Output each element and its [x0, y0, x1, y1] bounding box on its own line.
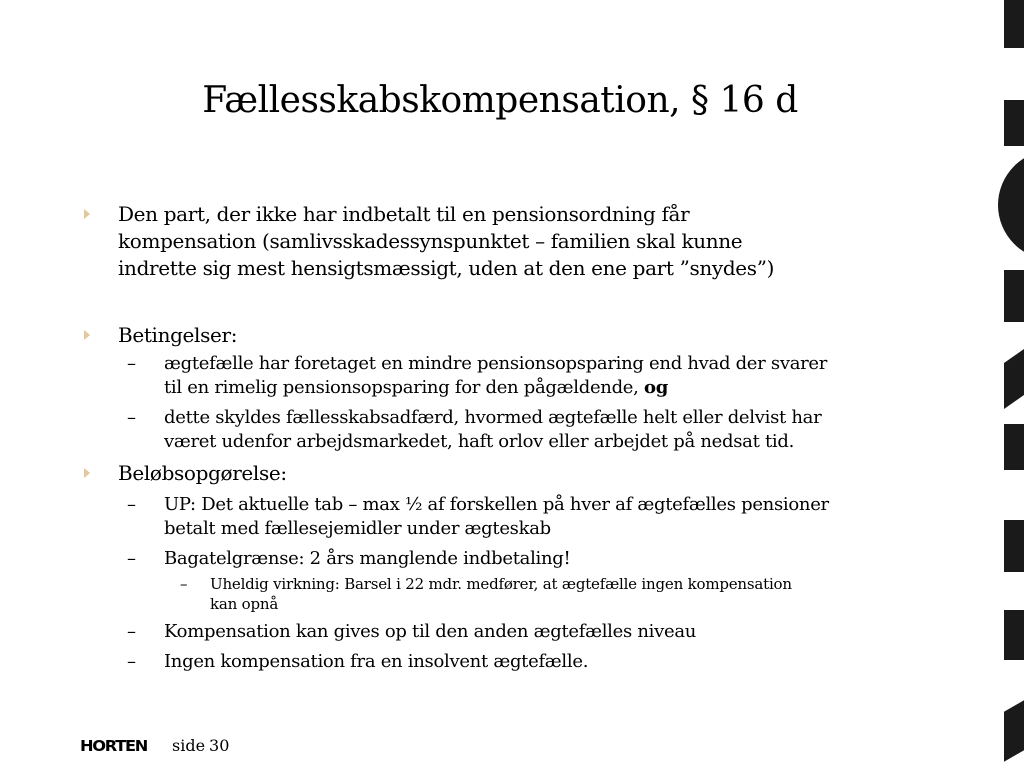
- bullet-arrow-icon: [84, 330, 90, 340]
- deco-block: [1004, 349, 1024, 409]
- dash-marker: –: [127, 407, 136, 428]
- sub-bullet-line: Ingen kompensation fra en insolvent ægtefælle.: [164, 651, 589, 672]
- sub-sub-bullet-line: kan opnå: [210, 595, 279, 613]
- horten-logo: HORTEN: [80, 737, 147, 755]
- dash-marker: –: [127, 494, 136, 515]
- sub-bullet-line: UP: Det aktuelle tab – max ½ af forskellen på hver af ægtefælles pensioner: [164, 494, 829, 515]
- bullet-line: indrette sig mest hensigtsmæssigt, uden at den ene part ”snydes”): [118, 256, 775, 280]
- dash-marker: –: [180, 575, 188, 593]
- bullet-line: Den part, der ikke har indbetalt til en pensionsordning får: [118, 202, 690, 226]
- bullet-conditions: [84, 322, 944, 349]
- sub-bullet-line: betalt med fællesejemidler under ægteskab: [164, 518, 551, 539]
- sub-bullet: [84, 547, 944, 571]
- bullet-label: Beløbsopgørelse:: [118, 461, 287, 485]
- deco-block: [1004, 520, 1024, 572]
- sub-bullet-line: været udenfor arbejdsmarkedet, haft orlov eller arbejdet på nedsat tid.: [164, 431, 794, 452]
- dash-marker: –: [127, 651, 136, 672]
- deco-block: [1004, 610, 1024, 660]
- deco-block: [1004, 270, 1024, 322]
- sub-bullet-line: Kompensation kan gives op til den anden ægtefælles niveau: [164, 621, 697, 642]
- deco-ring: [998, 150, 1024, 260]
- bullet-arrow-icon: [84, 468, 90, 478]
- sub-bullet: [84, 352, 944, 400]
- deco-block: [1004, 0, 1024, 48]
- slide-content: [84, 201, 944, 674]
- slide-title: Fællesskabskompensation, § 16 d: [202, 80, 798, 121]
- sub-bullet-line: ægtefælle har foretaget en mindre pensionsopsparing end hvad der svarer: [164, 353, 828, 374]
- bold-conjunction: og: [644, 377, 669, 398]
- sub-bullet: [84, 493, 944, 541]
- sub-sub-bullet-line: Uheldig virkning: Barsel i 22 mdr. medfører, at ægtefælle ingen kompensation: [210, 575, 792, 593]
- bullet-arrow-icon: [84, 209, 90, 219]
- page-label: side: [172, 736, 206, 755]
- dash-marker: –: [127, 353, 136, 374]
- sub-bullet: [84, 650, 944, 674]
- sub-bullet-line: [164, 376, 944, 400]
- deco-block: [1004, 424, 1024, 470]
- sub-bullet-line: Bagatelgrænse: 2 års manglende indbetaling!: [164, 548, 571, 569]
- sub-bullet-text: til en rimelig pensionsopsparing for den pågældende,: [164, 377, 639, 398]
- sub-bullet-line: dette skyldes fællesskabsadfærd, hvormed ægtefælle helt eller delvist har: [164, 407, 822, 428]
- page-number-value: 30: [209, 736, 230, 755]
- bullet-label: Betingelser:: [118, 323, 238, 347]
- sub-bullet: [84, 620, 944, 644]
- deco-block: [1004, 700, 1024, 762]
- dash-marker: –: [127, 548, 136, 569]
- decorative-brand-strip: [990, 0, 1024, 768]
- page-number: [172, 736, 229, 755]
- bullet-amount: [84, 460, 944, 487]
- sub-bullet: [84, 406, 944, 454]
- bullet-line: kompensation (samlivsskadessynspunktet – familien skal kunne: [118, 229, 743, 253]
- bullet-compensation: [84, 201, 944, 282]
- dash-marker: –: [127, 621, 136, 642]
- deco-block: [1004, 100, 1024, 146]
- sub-sub-bullet: [84, 574, 944, 614]
